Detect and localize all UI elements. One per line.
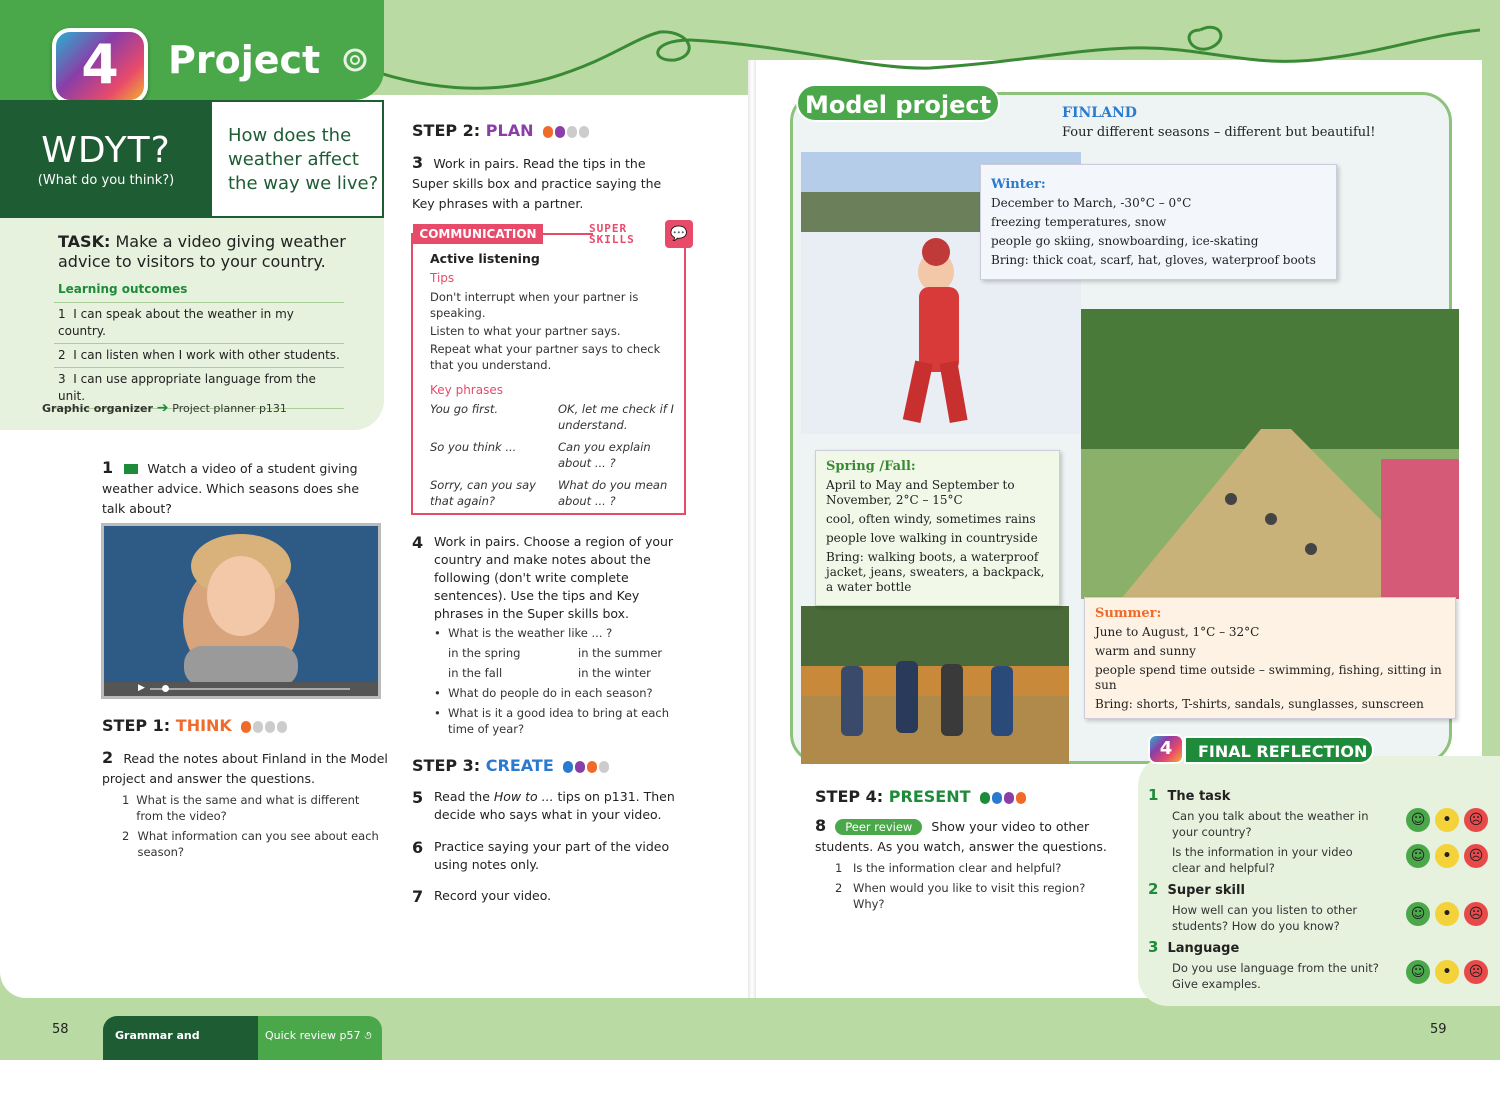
spine [748,60,756,998]
tip-item: Listen to what your partner says. [430,324,621,338]
page-number-left: 58 [52,1022,69,1037]
note-line: freezing temperatures, snow [991,215,1167,229]
activity2-item: 1 What is the same and what is different from the video? [122,793,360,823]
neutral-face-icon[interactable]: • [1435,808,1459,832]
bullet: • What is the weather like ... ? [434,626,613,640]
country-tagline: Four different seasons – different but beautiful! [1062,125,1376,140]
activity-2: 2 Read the notes about Finland in the Model project and answer the questions. 1 What is the same and what is different from the video? 2 What information can you see about each season? [102,748,388,859]
activity-7: 7 Record your video. [412,887,552,906]
neutral-face-icon[interactable]: • [1435,960,1459,984]
speech-bubble-icon: 💬 [665,220,693,248]
winter-note [980,164,1337,280]
happy-face-icon[interactable]: ☺ [1406,844,1430,868]
progress-dots [543,126,589,138]
note-line: warm and sunny [1095,644,1196,658]
summer-photo [1081,309,1459,599]
play-icon[interactable]: ▶ [138,683,145,693]
sad-face-icon[interactable]: ☹ [1464,960,1488,984]
autumn-hike-photo [801,606,1069,764]
summer-title: Summer: [1095,606,1162,621]
note-line: people go skiing, snowboarding, ice-skating [991,234,1259,248]
note-line: people spend time outside – swimming, fishing, sitting in sun [1095,663,1442,692]
organizer-link[interactable]: Project planner p131 [172,402,287,415]
model-project-title: Model project [796,84,1000,122]
note-line: April to May and September to November, 2°C – 15°C [826,478,1015,507]
phrase: You go first. [430,402,499,416]
phrases-title: Key phrases [430,383,503,397]
video-controls[interactable] [104,682,378,696]
step1-heading: STEP 1: THINK [102,716,287,735]
wdyt-subtitle: (What do you think?) [37,173,175,188]
progress-dots [241,721,287,733]
activity-5: 5 Read the How to ... tips on p131. Then decide who says what in your video. [412,788,675,822]
outcomes-title: Learning outcomes [58,282,188,296]
video-icon [124,464,138,474]
reflection-question: How well can you listen to other students? How do you know? ☺ • ☹ [1172,902,1488,934]
neutral-face-icon[interactable]: • [1435,844,1459,868]
task-text [58,232,358,272]
outcome-item: 2 I can listen when I work with other students. [54,343,344,367]
summer-note [1084,597,1456,719]
tip-item: Repeat what your partner says to check that you understand. [430,342,661,372]
note-line: Bring: walking boots, a waterproof jacket, jeans, sweaters, a backpack, a water bottle [826,550,1045,594]
reflection-unit-badge: 4 [1148,734,1184,764]
outcome-item: 3 I can use appropriate language from the unit. [54,367,344,409]
quick-review-tab[interactable]: Quick review p57 ૭ [258,1016,382,1060]
phrase: Sorry, can you say that again? [430,478,536,508]
reflection-question: Do you use language from the unit? Give examples. ☺ • ☹ [1172,960,1488,992]
video-frame [104,526,378,682]
scrubber-handle[interactable] [162,685,169,692]
sad-face-icon[interactable]: ☹ [1464,902,1488,926]
swirl-icon: ૭ [363,1029,372,1042]
phrase: Can you explain about ... ? [558,440,651,470]
spring-title: Spring /Fall: [826,459,916,474]
unit-number: 4 [81,33,119,96]
bullet: • What is it a good idea to bring at each time of year? [434,706,669,736]
bullet: • What do people do in each season? [434,686,653,700]
spring-fall-note [815,450,1060,606]
happy-face-icon[interactable]: ☺ [1406,902,1430,926]
graphic-organizer: Graphic organizer ➔ Project planner p131 [42,400,287,416]
wdyt-title: WDYT? [41,130,171,171]
country-name: FINLAND [1062,105,1137,121]
task-label: TASK: [58,232,111,251]
swirl-icon [335,40,375,80]
peer-review-badge: Peer review [835,819,922,835]
tips-title: Tips [430,271,455,285]
super-skills-logo: SUPER SKILLS [589,222,635,246]
happy-face-icon[interactable]: ☺ [1406,808,1430,832]
activity-4: 4 Work in pairs. Choose a region of your country and make notes about the following (don't write complete sentences). Use the tips and Key phrases in the Super skills box. • What is the weather like ... ? in the spring in the summer in the fall in the winter • What do people do in each season? • What is it a good idea to bring at each time of year? [412,533,682,737]
happy-face-icon[interactable]: ☺ [1406,960,1430,984]
skill-title: Active listening [430,251,540,266]
activity-1: 1 Watch a video of a student giving weather advice. Which seasons does she talk about? [102,458,360,516]
phrase: What do you mean about ... ? [558,478,668,508]
reflection-title: FINAL REFLECTION [1184,736,1374,764]
task-description: Make a video giving weather advice to visitors to your country. [58,232,346,271]
sad-face-icon[interactable]: ☹ [1464,844,1488,868]
activity-6: 6 Practice saying your part of the video using notes only. [412,838,670,872]
outcomes-list [54,302,344,409]
sad-face-icon[interactable]: ☹ [1464,808,1488,832]
page-number-right: 59 [1430,1022,1447,1037]
activity2-item: 2 What information can you see about each season? [122,829,379,859]
phrase: So you think ... [430,440,517,454]
wdyt-question-box [212,100,384,218]
outcome-item: 1 I can speak about the weather in my country. [54,302,344,343]
step4-heading: STEP 4: PRESENT [815,787,1026,806]
activity8-item: 1 Is the information clear and helpful? [835,861,1062,875]
note-line: people love walking in countryside [826,531,1038,545]
neutral-face-icon[interactable]: • [1435,902,1459,926]
step3-heading: STEP 3: CREATE [412,756,609,775]
grammar-vocab-tab[interactable]: Grammar and Vocabulary [103,1016,258,1060]
note-line: Bring: shorts, T-shirts, sandals, sunglasses, sunscreen [1095,697,1424,711]
video-player[interactable] [101,523,381,699]
progress-dots [563,761,609,773]
note-line: June to August, 1°C – 32°C [1095,625,1260,639]
phrase: OK, let me check if I understand. [558,402,674,432]
wdyt-question: How does the weather affect the way we live? [228,125,379,194]
reflection-question: Is the information in your video clear and helpful? ☺ • ☹ [1172,844,1488,876]
super-skills-box [411,222,688,515]
note-line: Bring: thick coat, scarf, hat, gloves, waterproof boots [991,253,1316,267]
step2-heading: STEP 2: PLAN [412,121,589,140]
tip-item: Don't interrupt when your partner is speaking. [430,290,639,320]
unit-number-badge [52,28,148,104]
activity8-item: 2 When would you like to visit this region? Why? [835,881,1086,911]
activity-3: 3 Work in pairs. Read the tips in the Super skills box and practice saying the Key phrases with a partner. [412,153,662,211]
progress-dots [980,792,1026,804]
winter-title: Winter: [991,177,1046,192]
activity-8: 8 Peer review Show your video to other students. As you watch, answer the questions. 1 Is the information clear and helpful? 2 When would you like to visit this region? Why? [815,816,1120,912]
arrow-right-icon: ➔ [156,400,169,416]
note-line: cool, often windy, sometimes rains [826,512,1036,526]
tips-list [430,289,670,373]
reflection-question: Can you talk about the weather in your country? ☺ • ☹ [1172,808,1488,840]
wdyt-block [0,100,212,218]
unit-title: Project [168,38,321,82]
key-phrases [430,401,680,509]
reflection-content: 1 The task Can you talk about the weather in your country? ☺ • ☹ Is the information in your video clear and helpful? ☺ • ☹ 2 Super skill How well can you listen to other students? How do you know? ☺ • ☹ 3 Language Do you use language from the unit? Give examples. ☺ • ☹ [1148,786,1488,992]
season-grid: in the spring in the summer in the fall in the winter [448,646,663,680]
task-panel [0,218,384,430]
communication-tag: COMMUNICATION [413,224,543,244]
note-line: December to March, -30°C – 0°C [991,196,1192,210]
